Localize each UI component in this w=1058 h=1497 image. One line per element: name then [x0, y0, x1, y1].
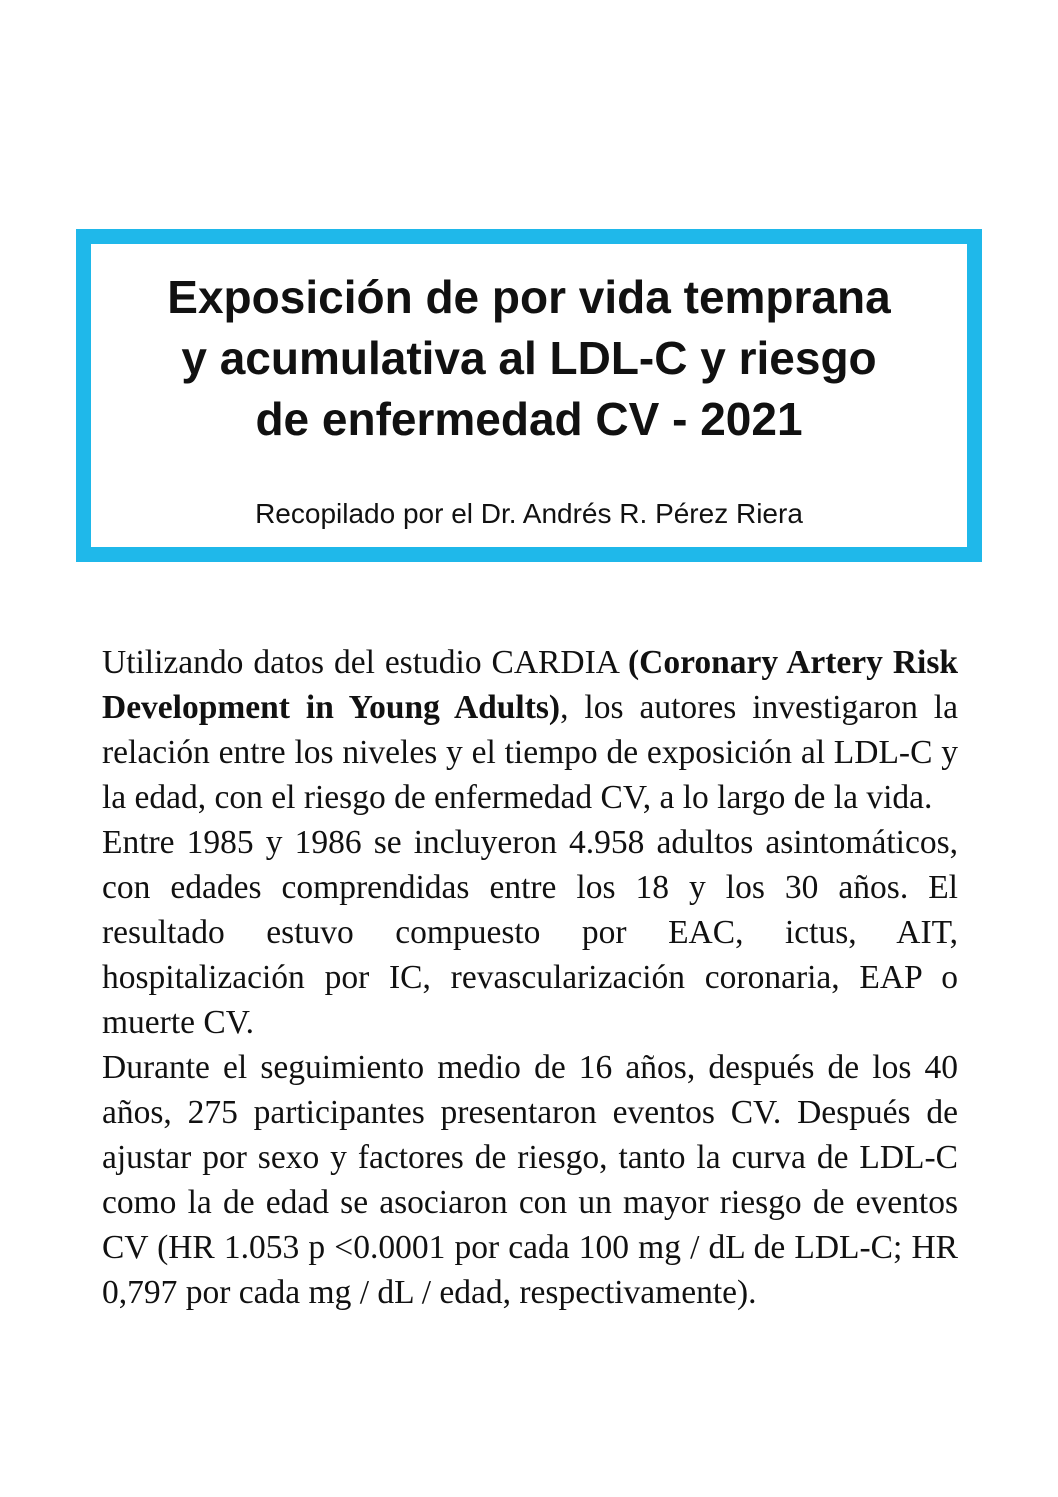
title-line-2: y acumulativa al LDL-C y riesgo [181, 332, 877, 384]
document-subtitle: Recopilado por el Dr. Andrés R. Pérez Riera [255, 498, 803, 529]
title-line-3: de enfermedad CV - 2021 [255, 393, 803, 445]
document-title [91, 267, 967, 450]
paragraph-2: Entre 1985 y 1986 se incluyeron 4.958 adultos asintomáticos, con edades comprendidas entre los 18 y los 30 años. El resultado estuvo compuesto por EAC, ictus, AIT, hospitalización por IC, revascularización coronaria, EAP o muerte CV. [102, 824, 958, 1041]
body-text [102, 640, 958, 1315]
paragraph-1-study-name: (Coronary Artery Risk Development in Young Adults) [102, 644, 958, 726]
paragraph-1 [102, 640, 958, 820]
paragraph-1-intro: Utilizando datos del estudio CARDIA [102, 644, 629, 681]
paragraph-3: Durante el seguimiento medio de 16 años, después de los 40 años, 275 participantes presentaron eventos CV. Después de ajustar por sexo y factores de riesgo, tanto la curva de LDL-C como la de edad se asociaron con un mayor riesgo de eventos CV (HR 1.053 p <0.0001 por cada 100 mg / dL de LDL-C; HR 0,797 por cada mg / dL / edad, respectivamente). [102, 1049, 958, 1311]
title-line-1: Exposición de por vida temprana [167, 271, 891, 323]
paragraph-1-rest: , los autores investigaron la relación entre los niveles y el tiempo de exposición al LDL-C y la edad, con el riesgo de enfermedad CV, a lo largo de la vida. [102, 689, 958, 816]
title-box [76, 229, 982, 562]
